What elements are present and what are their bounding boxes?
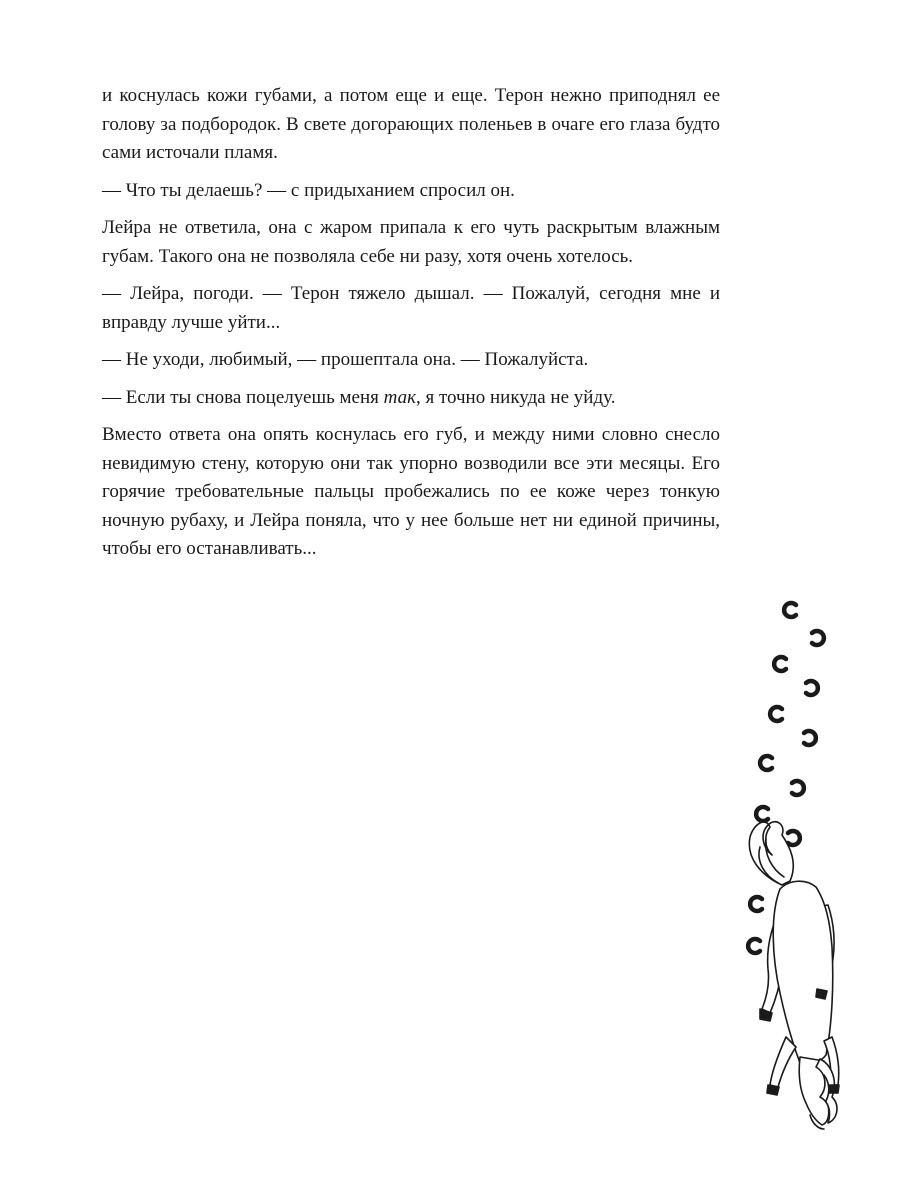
- paragraph-7: Вместо ответа она опять коснулась его губ, и между ними словно снесло невидимую стену, которую они так упорно возводили все эти месяцы. Его горячие требовательные пальцы пробежались по ее коже через тонкую ночную рубаху, и Лейра поняла, что у нее больше нет ни единой причины, чтобы его останавливать...: [102, 424, 720, 559]
- paragraph-5: — Не уходи, любимый, — прошептала она. — Пожалуйста.: [102, 349, 589, 370]
- paragraph-6-emphasis: так: [383, 386, 416, 408]
- body-text: [102, 82, 720, 573]
- paragraph-1: и коснулась кожи губами, а потом еще и еще. Терон нежно приподнял ее голову за подбородок. В свете догорающих поленьев в очаге его глаза будто сами источали пламя.: [102, 85, 720, 163]
- paragraph-3: Лейра не ответила, она с жаром припала к его чуть раскрытым влажным губам. Такого она не позволяла себе ни разу, хотя очень хотелось.: [102, 217, 720, 267]
- horse-with-horseshoe-trail-icon: [720, 585, 890, 1145]
- paragraph-4: — Лейра, погоди. — Терон тяжело дышал. — Пожалуй, сегодня мне и вправду лучше уйти...: [102, 283, 720, 333]
- paragraph-6: [102, 384, 720, 413]
- paragraph-2: — Что ты делаешь? — с придыханием спросил он.: [102, 179, 515, 201]
- paragraph-6-before: — Если ты снова поцелуешь меня: [102, 386, 384, 408]
- paragraph-6-after: , я точно никуда не уйду.: [415, 386, 616, 408]
- horse-figure: [749, 822, 839, 1129]
